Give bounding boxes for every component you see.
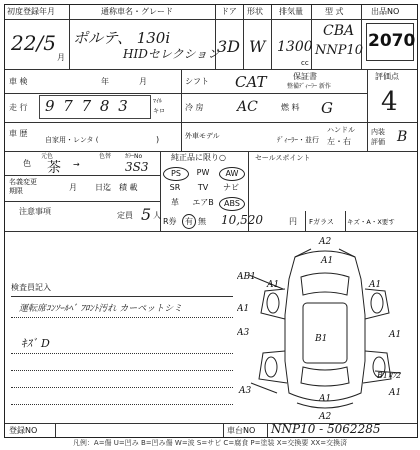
notes-rule: [11, 353, 233, 354]
fuel-label: 燃 料: [281, 103, 300, 112]
ac-label: 冷 房: [185, 103, 204, 112]
damage-mark-right-upper: A1: [369, 280, 382, 290]
capacity-label: 定員: [117, 211, 133, 220]
equipment-item: ABS: [219, 197, 245, 211]
color-no-label: ｶﾗｰNo: [125, 153, 143, 160]
cargo-label: 積 載: [119, 183, 138, 192]
interior-label: 内装 評価: [371, 128, 385, 146]
grid-line: [5, 231, 417, 232]
notes-rule: [11, 370, 233, 371]
lot-label: 出品NO: [371, 7, 400, 16]
grid-line: [271, 5, 272, 69]
notes-rule: [11, 404, 233, 405]
first-registration-value: 22/5: [11, 31, 56, 55]
ext-model-label: 外車モデル: [185, 132, 220, 140]
equipment-item: PS: [163, 167, 189, 181]
car-grade-value: HIDセレクション: [123, 47, 220, 61]
r-book-no: 無: [198, 217, 206, 226]
grid-line: [305, 211, 306, 231]
door-value: 3D: [217, 37, 241, 56]
damage-mark-left-door: A1: [237, 304, 250, 314]
color-new-label: 色替: [99, 153, 112, 160]
grid-line: [5, 69, 417, 70]
lot-value: 2070: [368, 31, 416, 51]
grid-line: [243, 5, 244, 69]
chassis-value: NNP10 - 5062285: [271, 422, 381, 436]
damage-mark-left-upper: A1: [267, 280, 280, 290]
car-damage-diagram: [237, 233, 413, 423]
grid-line: [5, 201, 160, 202]
damage-mark-left-rear-door: A3: [237, 328, 250, 338]
history-close-paren: ): [156, 135, 160, 144]
name-change-month: 月: [69, 183, 77, 192]
damage-mark-left-bottom: A3: [239, 386, 252, 396]
notes-rule: [11, 296, 233, 297]
damage-mark-bottom: A1: [319, 394, 332, 404]
grid-line: [181, 69, 182, 151]
grid-line: [361, 5, 362, 69]
shift-value: CAT: [235, 73, 267, 91]
r-book-yes-circle: [182, 214, 196, 229]
color-no-value: 3S3: [125, 160, 149, 174]
notes-rule: [11, 387, 233, 388]
name-change-label: 名義変更: [9, 178, 37, 186]
equipment-item: エアB: [192, 198, 214, 207]
cc-unit: cc: [301, 59, 309, 67]
capacity-unit: 人: [153, 211, 161, 220]
damage-mark-right-bottom: A1: [389, 388, 402, 398]
r-book-yes: 有: [185, 217, 193, 226]
damage-mark-roof: B1: [315, 334, 328, 344]
r-book-label: R券: [163, 217, 177, 226]
scratch-label: キズ・A・X要す: [347, 218, 395, 226]
displacement-label: 排気量: [279, 7, 303, 16]
color-arrow: →: [73, 160, 80, 169]
interior-value: B: [397, 129, 408, 145]
damage-mark-top: A2: [319, 237, 332, 247]
genuine-label: 純正品に限り○: [171, 153, 226, 162]
grid-line: [5, 122, 417, 123]
equipment-grid: [163, 165, 245, 211]
mileage-value: 9 7 7 8 3: [45, 97, 130, 115]
grid-line: [267, 423, 268, 437]
shaken-month-label: 月: [139, 77, 147, 86]
equipment-item: SR: [169, 183, 181, 192]
grade-value: 4: [381, 87, 398, 117]
door-label: ドア: [221, 7, 237, 16]
grid-line: [345, 211, 346, 231]
notes-rule: [11, 317, 233, 318]
equipment-item: ナビ: [223, 183, 239, 192]
damage-mark-top-inner: A1: [321, 256, 334, 266]
damage-mark-right-door: A1: [389, 330, 402, 340]
reg-no-label: 登録NO: [9, 426, 38, 435]
grid-line: [223, 423, 224, 437]
color-value: 茶: [47, 160, 61, 176]
notes-label: 注意事項: [19, 207, 51, 216]
month-suffix: 月: [57, 53, 65, 62]
shift-label: シフト: [185, 77, 209, 86]
fuel-value: G: [321, 99, 333, 117]
name-change-day: 日迄: [95, 183, 111, 192]
shape-value: W: [249, 37, 266, 56]
km-unit: キロ: [153, 108, 166, 115]
grid-line: [55, 423, 56, 437]
equipment-item: TV: [197, 183, 209, 192]
grid-line: [311, 5, 312, 69]
fglass-label: Fガラス: [309, 218, 334, 226]
grid-line: [5, 19, 417, 20]
displacement-value: 1300: [277, 39, 313, 55]
dealer-label: ﾃﾞｨｰﾗｰ・並行: [277, 136, 319, 144]
color-label: 色: [23, 159, 31, 168]
damage-mark-right-rear: B1ﾛﾌ2: [377, 371, 402, 380]
first-registration-label: 初度登録年月: [7, 7, 55, 16]
r-book-value: 10,520: [221, 213, 263, 227]
shaken-label: 車 検: [9, 77, 28, 86]
mileage-label: 走 行: [9, 103, 28, 112]
history-label: 車 歴: [9, 129, 28, 138]
shape-label: 形状: [247, 7, 263, 16]
name-change-deadline: 期限: [9, 187, 23, 195]
grid-line: [367, 69, 368, 151]
damage-mark-rear: A2: [319, 412, 332, 422]
equipment-item: PW: [196, 168, 210, 177]
color-orig-label: 元色: [41, 153, 54, 160]
inspector-note-1: 運転席ｺﾝｿｰﾙﾍﾞ ﾌﾛﾝﾄ汚れ カーペットシミ: [19, 304, 183, 314]
equipment-item: 革: [171, 198, 179, 207]
chassis-label: 車台NO: [227, 426, 256, 435]
handle-value: 左・右: [327, 137, 351, 146]
model-value-2: NNP10: [315, 43, 364, 58]
legend-footer: 凡例：A=傷 U=凹み B=凹み傷 W=波 S=サビ C=腐食 P=塗装 X=交換要 XX=交換済: [72, 439, 348, 447]
grid-line: [69, 5, 70, 69]
ac-value: AC: [237, 99, 258, 115]
handle-label: ハンドル: [327, 126, 355, 134]
equipment-item: AW: [219, 167, 245, 181]
car-name-label: 通称車名・グレード: [101, 7, 173, 16]
car-name-value: ポルテ、 130i: [73, 29, 171, 47]
grid-line: [5, 175, 160, 176]
warranty-label: 保証書: [293, 72, 317, 81]
auction-sheet: [4, 4, 418, 438]
r-book-unit: 円: [289, 217, 297, 226]
grade-label: 評価点: [375, 72, 399, 81]
inspector-note-2: ｷｽﾞ D: [21, 337, 50, 350]
warranty-sub: 整備ﾃﾞｨｰﾗｰ 新作: [287, 83, 331, 90]
grid-line: [5, 151, 417, 152]
sales-point-label: セールスポイント: [255, 154, 311, 162]
damage-mark-front-left: AB1: [237, 272, 256, 282]
model-value-1: CBA: [323, 23, 355, 39]
grid-line: [5, 93, 367, 94]
inspector-notes-label: 検査員記入: [11, 283, 51, 292]
history-value: 自家用・レンタ (: [45, 136, 99, 144]
model-label: 型 式: [325, 7, 344, 16]
mile-unit: ﾏｲﾙ: [153, 98, 163, 105]
capacity-value: 5: [141, 205, 152, 224]
shaken-year-label: 年: [101, 77, 109, 86]
